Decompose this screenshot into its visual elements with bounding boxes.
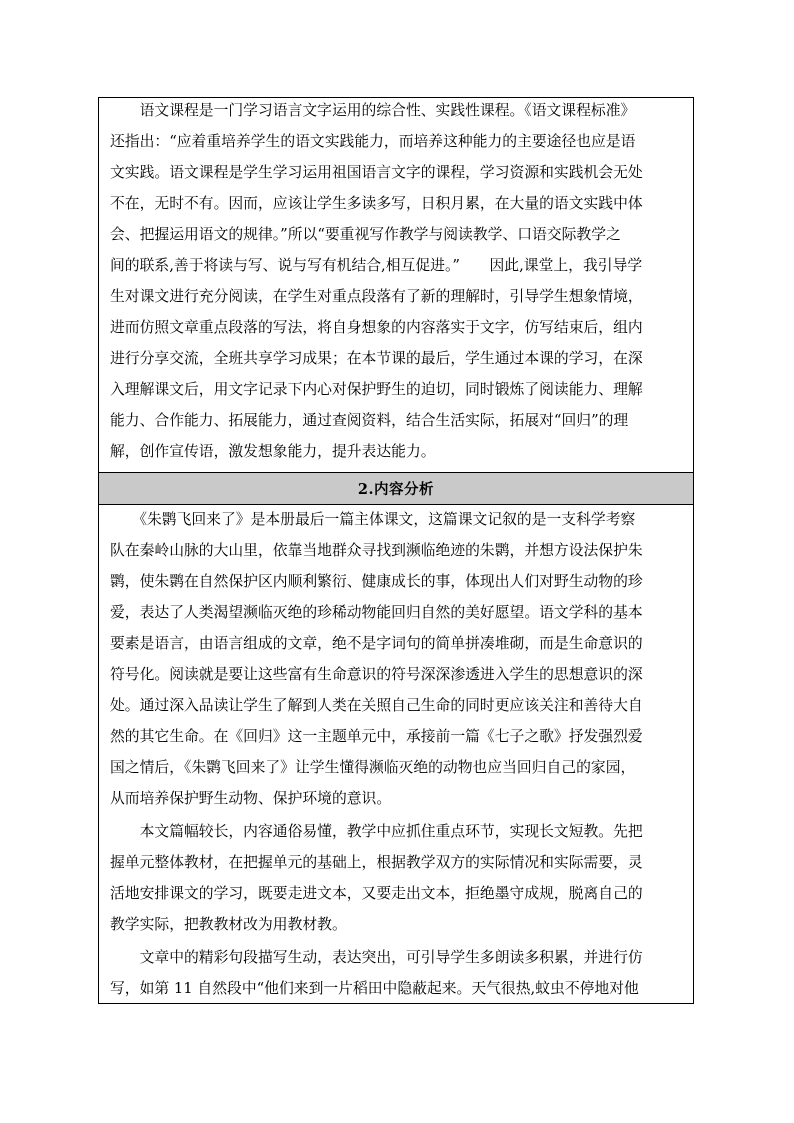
- paragraph-line: 会、把握运用语文的规律。”所以“要重视写作教学与阅读教学、口语交际教学之: [110, 226, 621, 243]
- paragraph-line: 进行分享交流，全班共享学习成果；在本节课的最后，学生通过本课的学习，在深: [110, 350, 643, 367]
- paragraph-line: 还指出：“应着重培养学生的语文实践能力，而培养这种能力的主要途径也应是语: [110, 133, 636, 150]
- paragraph-line: 文实践。语文课程是学生学习运用祖国语言文字的课程，学习资源和实践机会无处: [110, 164, 643, 181]
- paragraph-line: 从而培养保护野生动物、保护环境的意识。: [110, 790, 392, 807]
- paragraph-line: 国之情后，《朱鹮飞回来了》让学生懂得濒临灭绝的动物也应当回归自己的家园，: [110, 759, 636, 776]
- paragraph-line: 写，如第 11 自然段中“他们来到一片稻田中隐蔽起来。天气很热,蚊虫不停地对他: [110, 980, 639, 997]
- paragraph-line: 能力、合作能力、拓展能力，通过查阅资料，结合生活实际，拓展对“回归”的理: [110, 412, 629, 429]
- paragraph-line: 握单元整体教材，在把握单元的基础上，根据教学双方的实际情况和实际需要，灵: [110, 854, 643, 871]
- paragraph-line: 活地安排课文的学习，既要走进文本，又要走出文本，拒绝墨守成规，脱离自己的: [110, 885, 643, 902]
- paragraph-line: 生对课文进行充分阅读，在学生对重点段落有了新的理解时，引导学生想象情境，: [110, 288, 643, 305]
- document-table: [98, 97, 694, 1004]
- paragraph-line: 间的联系,善于将读与写、说与写有机结合,相互促进。” 因此,课堂上，我引导学: [110, 257, 643, 274]
- section1-cell: [99, 98, 693, 472]
- paragraph-line: 入理解课文后，用文字记录下内心对保护野生的迫切，同时锻炼了阅读能力、理解: [110, 381, 643, 398]
- paragraph-line: 爱，表达了人类渴望濒临灭绝的珍稀动物能回归自然的美好愿望。语文学科的基本: [110, 604, 643, 621]
- paragraph-line: 进而仿照文章重点段落的写法，将自身想象的内容落实于文字，仿写结束后，组内: [110, 319, 643, 336]
- paragraph-line: 然的其它生命。在《回归》这一主题单元中，承接前一篇《七子之歌》抒发强烈爱: [110, 728, 643, 745]
- paragraph-line: 不在，无时不有。因而，应该让学生多读多写，日积月累，在大量的语文实践中体: [110, 195, 643, 212]
- paragraph-line: 要素是语言，由语言组成的文章，绝不是字词句的简单拼凑堆砌，而是生命意识的: [110, 635, 643, 652]
- paragraph-line: 教学实际，把教教材改为用教材教。: [110, 916, 347, 933]
- paragraph-line: 解，创作宣传语，激发想象能力，提升表达能力。: [110, 443, 436, 460]
- paragraph-line: 《朱鹮飞回来了》是本册最后一篇主体课文，这篇课文记叙的是一支科学考察: [110, 511, 636, 528]
- section-heading: 2.内容分析: [357, 481, 435, 498]
- paragraph-line: 队在秦岭山脉的大山里，依靠当地群众寻找到濒临绝迹的朱鹮，并想方设法保护朱: [110, 542, 643, 559]
- paragraph-line: 符号化。阅读就是要让这些富有生命意识的符号深深渗透进入学生的思想意识的深: [110, 666, 643, 683]
- paragraph-line: 语文课程是一门学习语言文字运用的综合性、实践性课程。《语文课程标准》: [110, 102, 636, 119]
- section-heading-row: [99, 472, 693, 505]
- section2-cell: [99, 505, 693, 1003]
- paragraph-line: 文章中的精彩句段描写生动，表达突出，可引导学生多朗读多积累，并进行仿: [110, 949, 643, 966]
- paragraph-line: 处。通过深入品读让学生了解到人类在关照自己生命的同时更应该关注和善待大自: [110, 697, 643, 714]
- paragraph-line: 本文篇幅较长，内容通俗易懂，教学中应抓住重点环节，实现长文短教。先把: [110, 823, 643, 840]
- paragraph-line: 鹮，使朱鹮在自然保护区内顺利繁衍、健康成长的事，体现出人们对野生动物的珍: [110, 573, 643, 590]
